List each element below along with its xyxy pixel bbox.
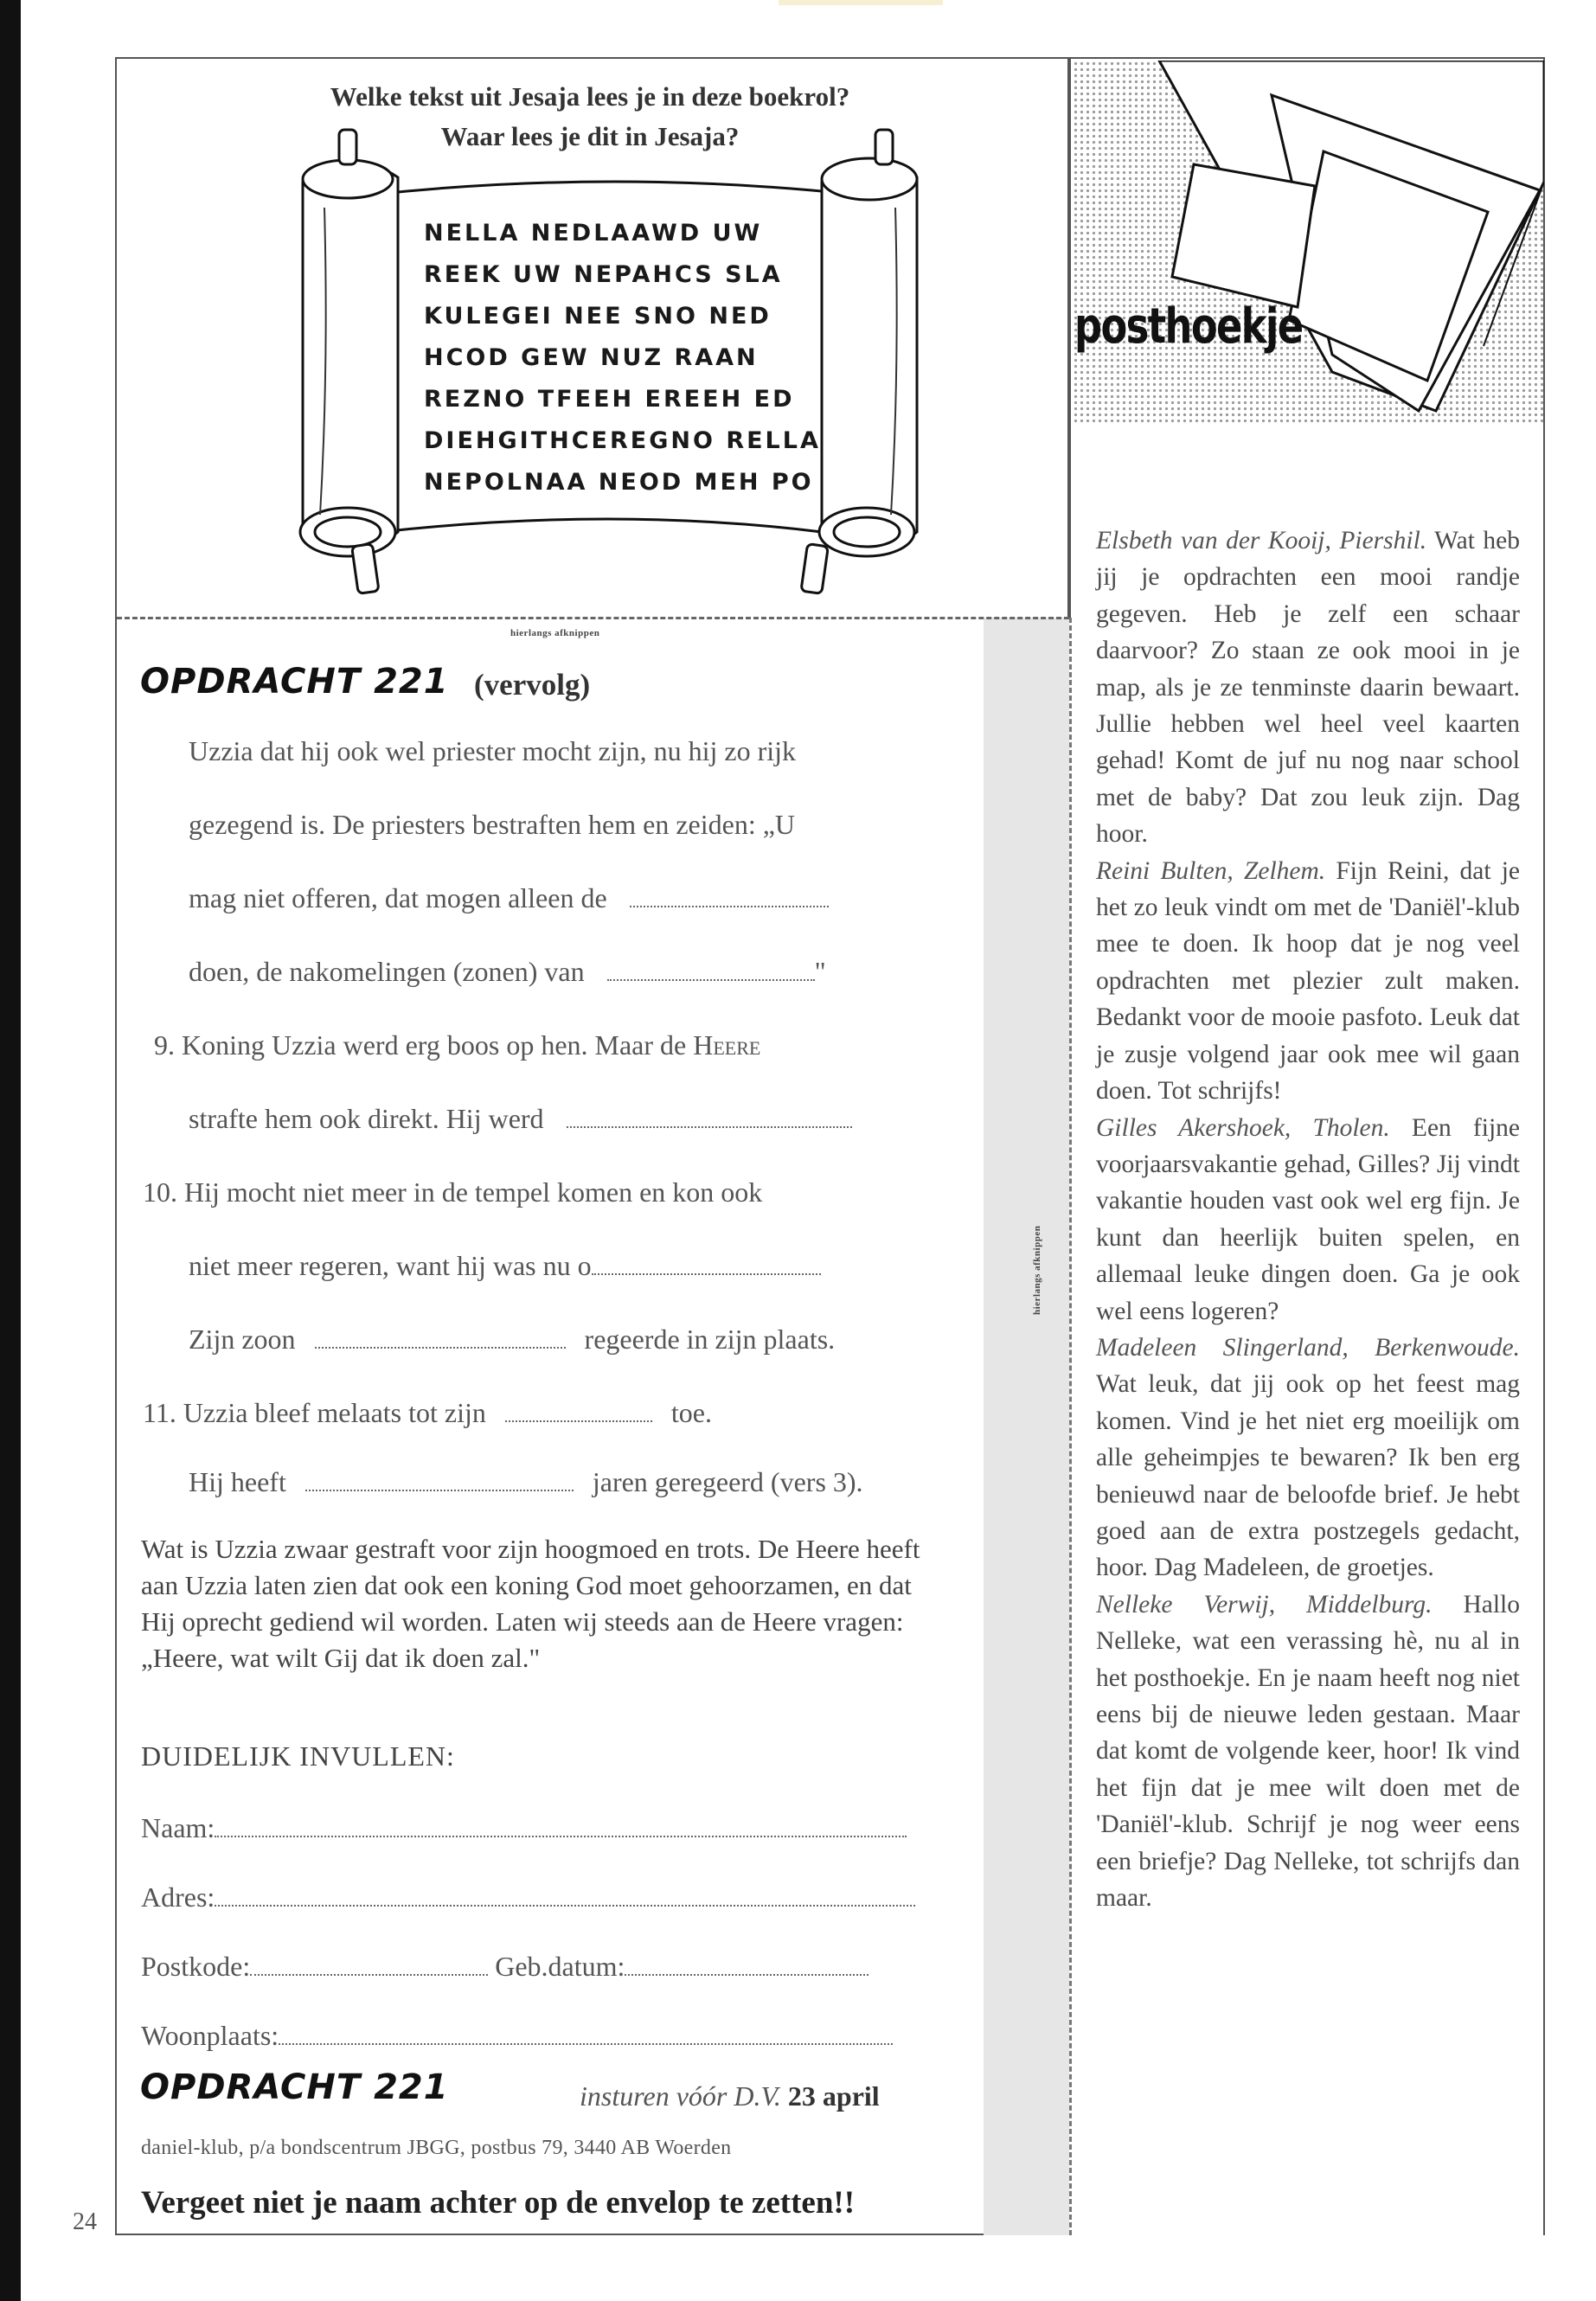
- answer-blank[interactable]: [505, 1420, 652, 1422]
- form-row-name: Naam:: [141, 1812, 907, 1844]
- name-field[interactable]: [215, 1835, 907, 1837]
- cut-label-vertical: hierlangs afknippen: [1032, 1225, 1042, 1315]
- residence-field[interactable]: [279, 2042, 893, 2045]
- answer-blank[interactable]: [567, 1125, 852, 1128]
- letter-sender: Madeleen Slingerland, Berkenwoude.: [1096, 1333, 1520, 1362]
- answer-blank[interactable]: [315, 1346, 566, 1349]
- assignment-line: Zijn zoon regeerde in zijn plaats.: [189, 1324, 836, 1355]
- top-divider: [1069, 57, 1071, 618]
- answer-blank[interactable]: [607, 978, 815, 981]
- letter-entry: Nelleke Verwij, Middelburg. Hallo Nelleke, wat een verassing hè, nu al in het posthoekje. En je naam heeft nog niet eens bij de nieuwe leden gestaan. Maar dat komt de volgende keer, hoor! Ik vind het fijn dat je mee wilt doen met de 'Daniël'-klub. Schrijf je nog weer eens een briefje? Dag Nelleke, tot schrijfs dan maar.: [1096, 1590, 1520, 1913]
- cut-label: hierlangs afknippen: [510, 628, 600, 638]
- answer-blank[interactable]: [592, 1272, 821, 1275]
- cut-line-horizontal: [117, 617, 1069, 619]
- assignment-line: mag niet offeren, dat mogen alleen de: [189, 882, 829, 914]
- letter-sender: Reini Bulten, Zelhem.: [1096, 856, 1326, 885]
- answer-blank[interactable]: [305, 1489, 574, 1491]
- form-row-residence: Woonplaats:: [141, 2020, 893, 2052]
- form-row-address: Adres:: [141, 1881, 915, 1913]
- birthdate-field[interactable]: [625, 1973, 869, 1976]
- scroll-line: DIEHGITHCEREGNO RELLA: [424, 427, 821, 454]
- assignment-line: doen, de nakomelingen (zonen) van ": [189, 956, 826, 987]
- assignment-line: niet meer regeren, want hij was nu o: [189, 1250, 821, 1282]
- scroll-puzzle-text: [424, 213, 821, 503]
- assignment-title: OPDRACHT 221: [140, 662, 449, 702]
- posthoekje-title: posthoekje: [1074, 298, 1303, 355]
- club-address: daniel-klub, p/a bondscentrum JBGG, postbus 79, 3440 AB Woerden: [141, 2137, 732, 2159]
- scroll-line: NEPOLNAA NEOD MEH PO: [424, 469, 814, 496]
- send-deadline: insturen vóór D.V. 23 april: [580, 2080, 880, 2112]
- assignment-line: strafte hem ook direkt. Hij werd: [189, 1103, 852, 1135]
- form-row-postcode: Postkode: Geb.datum:: [141, 1951, 869, 1983]
- scroll-line: REZNO TFEEH EREEH ED: [424, 386, 795, 413]
- page-binding-edge: [0, 0, 21, 2301]
- scroll-line: NELLA NEDLAAWD UW: [424, 220, 763, 247]
- scroll-line: KULEGEI NEE SNO NED: [424, 303, 772, 330]
- scroll-subquestion: Waar lees je dit in Jesaja?: [440, 121, 740, 151]
- gray-margin-strip: [984, 618, 1069, 2235]
- answer-blank[interactable]: [630, 905, 829, 907]
- assignment-line: Hij heeft jaren geregeerd (vers 3).: [189, 1466, 863, 1497]
- assignment-line: gezegend is. De priesters bestraften hem en zeiden: „U: [189, 809, 796, 840]
- letter-entry: Madeleen Slingerland, Berkenwoude. Wat leuk, dat jij ook op het feest mag komen. Vind je het niet erg moeilijk om alle geheimpjes te bewaren? Ik ben erg benieuwd naar de beloofde brief. Je hebt goed aan de extra postzegels gedacht, hoor. Dag Madeleen, de groetjes.: [1096, 1333, 1520, 1582]
- assignment-subtitle: (vervolg): [474, 668, 591, 702]
- fill-clearly-label: DUIDELIJK INVULLEN:: [141, 1740, 455, 1772]
- scroll-line: HCOD GEW NUZ RAAN: [424, 344, 759, 371]
- letter-sender: Gilles Akershoek, Tholen.: [1096, 1113, 1390, 1142]
- assignment-line: 9. Koning Uzzia werd erg boos op hen. Maar de Heere: [154, 1029, 761, 1061]
- letters-column: [1096, 522, 1520, 1916]
- letter-entry: Gilles Akershoek, Tholen. Een fijne voorjaarsvakantie gehad, Gilles? Jij vindt vakantie houden vast ook wel erg fijn. Je kunt dan heerlijk buiten spelen, en allemaal leuke dingen doen. Ga je ook wel eens logeren?: [1096, 1113, 1520, 1325]
- address-field[interactable]: [215, 1904, 915, 1907]
- reminder-text: Vergeet niet je naam achter op de envelop te zetten!!: [141, 2185, 856, 2221]
- footer-assignment-title: OPDRACHT 221: [140, 2067, 449, 2107]
- page-number: 24: [73, 2208, 97, 2235]
- letter-entry: Elsbeth van der Kooij, Piershil. Wat heb jij je opdrachten een mooi randje gegeven. Heb je zelf een schaar daarvoor? Zo staan ze ook mooi in je map, als je ze tenminste daarin bewaart. Jullie hebben wel heel veel kaarten gehad! Komt de juf nu nog naar school met de baby? Dat zou leuk zijn. Dag hoor.: [1096, 527, 1520, 849]
- scroll-question: Welke tekst uit Jesaja lees je in deze boekrol?: [330, 81, 850, 112]
- letter-sender: Elsbeth van der Kooij, Piershil.: [1096, 527, 1427, 554]
- postcode-field[interactable]: [250, 1973, 488, 1976]
- letter-sender: Nelleke Verwij, Middelburg.: [1096, 1590, 1433, 1618]
- cut-line-vertical: [1069, 618, 1072, 2235]
- assignment-line: 11. Uzzia bleef melaats tot zijn toe.: [143, 1397, 712, 1428]
- assignment-line: 10. Hij mocht niet meer in de tempel komen en kon ook: [143, 1176, 763, 1208]
- envelopes-illustration: [1073, 61, 1544, 424]
- paper-smudge: [779, 0, 943, 5]
- scroll-line: REEK UW NEPAHCS SLA: [424, 261, 783, 288]
- assignment-line: Uzzia dat hij ook wel priester mocht zijn, nu hij zo rijk: [189, 735, 797, 766]
- moral-paragraph: Wat is Uzzia zwaar gestraft voor zijn hoogmoed en trots. De Heere heeft aan Uzzia laten zien dat ook een koning God moet gehoorzamen, en dat Hij oprecht gediend wil worden. Laten wij steeds aan de Heere vragen: „Heere, wat wilt Gij dat ik doen zal.": [141, 1534, 920, 1673]
- letter-entry: Reini Bulten, Zelhem. Fijn Reini, dat je het zo leuk vindt om met de 'Daniël'-klub mee te doen. Ik hoop dat je nog veel opdrachten met plezier zult maken. Bedankt voor de mooie pasfoto. Leuk dat je zusje volgend jaar ook mee wil gaan doen. Tot schrijfs!: [1096, 856, 1520, 1106]
